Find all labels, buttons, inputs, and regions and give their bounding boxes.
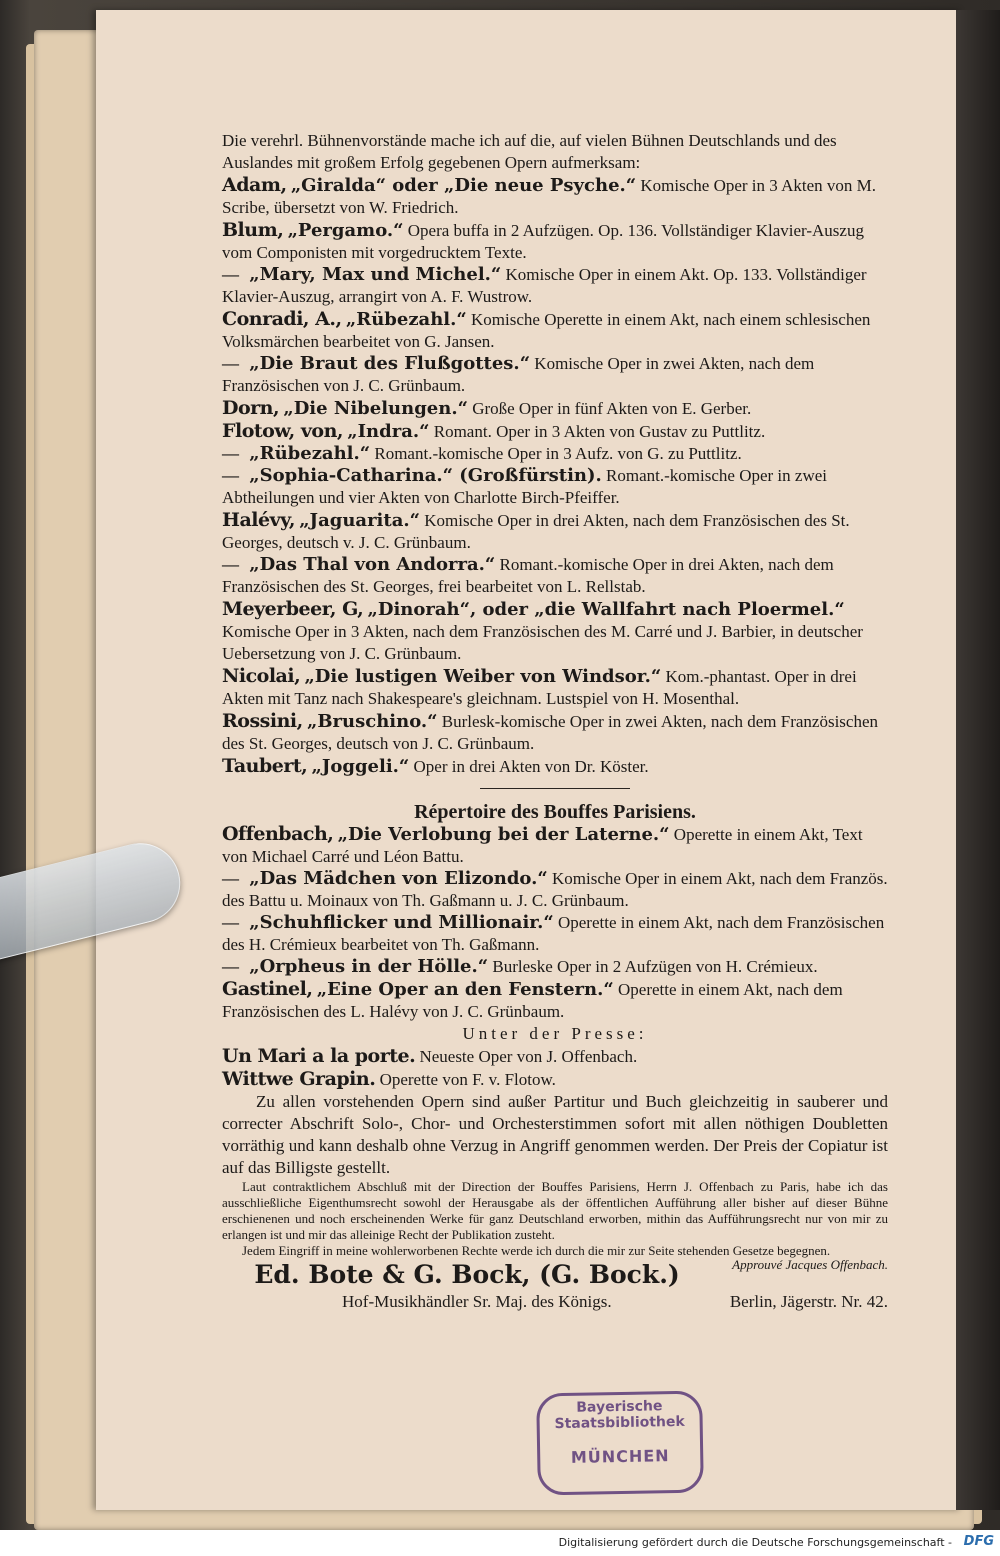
entry-title: „Die lustigen Weiber von Windsor.“ bbox=[304, 666, 662, 687]
entry-title: „Jaguarita.“ bbox=[299, 510, 420, 531]
court-title: Hof-Musikhändler Sr. Maj. des Königs. bbox=[342, 1292, 612, 1311]
list-item bbox=[222, 912, 888, 956]
entry-title: „Bruschino.“ bbox=[306, 711, 438, 732]
publisher-name: Ed. Bote & G. Bock, (G. Bock.) bbox=[254, 1260, 680, 1289]
entry-author: Conradi, A., bbox=[222, 308, 342, 330]
list-item bbox=[222, 1045, 888, 1068]
opera-list bbox=[222, 174, 888, 778]
rights-notice: Laut contraktlichem Abschluß mit der Direction der Bouffes Parisiens, Herrn J. Offenbach zu Paris, habe ich das ausschließliche Eigenthumsrecht sowohl der Herausgabe als der öffentlichen Aufführung aller bisher auf dieser Bühne erschienenen und noch erscheinenden Werke für ganz Deutschland erworben, mithin das Aufführungsrecht nur von mir zu erlangen ist und mir das alleinige Recht der Publikation zusteht. bbox=[222, 1179, 888, 1242]
copy-paragraph: Zu allen vorstehenden Opern sind außer Partitur und Buch gleichzeitig in sauberer und correcter Abschrift Solo-, Chor- und Orchesterstimmen sofort mit allen nöthigen Doubletten vorräthig und kann deshalb ohne Verzug in Angriff genommen werden. Der Preis der Copiatur ist auf das Billigste gestellt. bbox=[222, 1092, 888, 1177]
stamp-line-1: Bayerische bbox=[576, 1398, 663, 1416]
entry-author: Wittwe Grapin. bbox=[222, 1068, 376, 1090]
book-spine bbox=[956, 10, 1000, 1510]
intro-text: Die verehrl. Bühnenvorstände mache ich auf die, auf vielen Bühnen Deutschlands und des Auslandes mit großem Erfolg gegebenen Opern aufmerksam: bbox=[222, 131, 837, 172]
list-item bbox=[222, 710, 888, 755]
footer-credit: Digitalisierung gefördert durch die Deutsche Forschungsgemeinschaft - bbox=[558, 1536, 952, 1549]
bouffes-list bbox=[222, 823, 888, 1023]
entry-description: Komische Oper in drei Akten, nach dem Französischen des St. Georges, deutsch v. J. C. Grünbaum. bbox=[222, 511, 850, 552]
street-address: Berlin, Jägerstr. Nr. 42. bbox=[729, 1292, 888, 1311]
footer bbox=[0, 1530, 1000, 1556]
entry-author: Offenbach, bbox=[222, 823, 334, 845]
entry-description: Komische Oper in einem Akt. Op. 133. Vollständiger Klavier-Auszug, arrangirt von A. F. Wustrow. bbox=[222, 265, 867, 306]
entry-title: „Schuhflicker und Millionair.“ bbox=[249, 912, 554, 933]
entry-title: „Dinorah“, oder „die Wallfahrt nach Ploermel.“ bbox=[367, 599, 845, 620]
entry-title: „Pergamo.“ bbox=[287, 220, 404, 241]
entry-description: Kom.-phantast. Oper in drei Akten mit Tanz nach Shakespeare's gleichnam. Lustspiel von H. Mosenthal. bbox=[222, 667, 857, 708]
list-item bbox=[222, 868, 888, 912]
entry-author: Nicolai, bbox=[222, 665, 301, 687]
entry-title: „Orpheus in der Hölle.“ bbox=[249, 956, 489, 977]
entry-description: Komische Oper in 3 Akten von M. Scribe, übersetzt von W. Friedrich. bbox=[222, 176, 876, 217]
entry-author: Halévy, bbox=[222, 509, 295, 531]
entry-author: Adam, bbox=[222, 174, 287, 196]
list-item bbox=[222, 554, 888, 598]
entry-description: Große Oper in fünf Akten von E. Gerber. bbox=[472, 399, 752, 418]
entry-title: „Das Mädchen von Elizondo.“ bbox=[249, 868, 548, 889]
entry-description: Operette in einem Akt, nach dem Französischen des H. Crémieux bearbeitet von Th. Gaßmann. bbox=[222, 913, 885, 954]
list-item bbox=[222, 219, 888, 264]
entry-author: Rossini, bbox=[222, 710, 303, 732]
entry-title: „Joggeli.“ bbox=[311, 756, 410, 777]
entry-description: Komische Oper in 3 Akten, nach dem Französischen des M. Carré und J. Barbier, in deutscher Uebersetzung von J. C. Grünbaum. bbox=[222, 622, 863, 663]
stamp-line-2: Staatsbibliothek bbox=[554, 1413, 685, 1433]
list-item bbox=[222, 956, 888, 978]
entry-author: — bbox=[222, 957, 239, 976]
entry-description: Burleske Oper in 2 Aufzügen von H. Crémieux. bbox=[492, 957, 818, 976]
entry-description: Komische Oper in einem Akt, nach dem Französ. des Battu u. Moinaux von Th. Gaßmann u. J. C. Grünbaum. bbox=[222, 869, 888, 910]
list-item bbox=[222, 353, 888, 397]
entry-title: „Die Braut des Flußgottes.“ bbox=[249, 353, 531, 374]
entry-author: Blum, bbox=[222, 219, 284, 241]
infringement-text: Jedem Eingriff in meine wohlerworbenen Rechte werde ich durch die mir zur Seite stehenden Gesetze begegnen. bbox=[242, 1243, 831, 1258]
entry-author: Flotow, von, bbox=[222, 420, 344, 442]
list-item bbox=[222, 978, 888, 1023]
entry-description: Oper in drei Akten von Dr. Köster. bbox=[413, 757, 649, 776]
infringement-notice bbox=[222, 1243, 888, 1272]
list-item bbox=[222, 665, 888, 710]
entry-author: — bbox=[222, 466, 239, 485]
entry-title: „Sophia-Catharina.“ (Großfürstin). bbox=[249, 465, 602, 486]
entry-description: Komische Oper in zwei Akten, nach dem Französischen von J. C. Grünbaum. bbox=[222, 354, 815, 395]
list-item bbox=[222, 1068, 888, 1091]
page-text bbox=[222, 130, 888, 1313]
entry-description: Romant.-komische Oper in zwei Abtheilungen und vier Akten von Charlotte Birch-Pfeiffer. bbox=[222, 466, 827, 507]
entry-author: — bbox=[222, 444, 239, 463]
list-item bbox=[222, 823, 888, 868]
entry-description: Operette in einem Akt, Text von Michael Carré und Léon Battu. bbox=[222, 825, 863, 866]
entry-title: „Eine Oper an den Fenstern.“ bbox=[316, 979, 614, 1000]
entry-description: Komische Operette in einem Akt, nach einem schlesischen Volksmärchen bearbeitet von G. Jansen. bbox=[222, 310, 871, 351]
entry-author: — bbox=[222, 265, 239, 284]
entry-author: Un Mari a la porte. bbox=[222, 1045, 416, 1067]
entry-description: Operette in einem Akt, nach dem Französischen des L. Halévy von J. C. Grünbaum. bbox=[222, 980, 843, 1021]
list-item bbox=[222, 308, 888, 353]
entry-description: Burlesk-komische Oper in zwei Akten, nach dem Französischen des St. Georges, deutsch von J. C. Grünbaum. bbox=[222, 712, 879, 753]
section-title: Répertoire des Bouffes Parisiens. bbox=[414, 801, 696, 823]
entry-title: „Rübezahl.“ bbox=[249, 443, 371, 464]
entry-description: Operette von F. v. Flotow. bbox=[379, 1070, 556, 1089]
entry-author: — bbox=[222, 555, 239, 574]
list-item bbox=[222, 755, 888, 778]
entry-author: Dorn, bbox=[222, 397, 280, 419]
entry-title: „Indra.“ bbox=[347, 421, 430, 442]
entry-title: „Das Thal von Andorra.“ bbox=[249, 554, 496, 575]
entry-author: — bbox=[222, 913, 239, 932]
entry-title: „Mary, Max und Michel.“ bbox=[249, 264, 502, 285]
entry-author: Gastinel, bbox=[222, 978, 313, 1000]
entry-title: „Rübezahl.“ bbox=[345, 309, 467, 330]
entry-description: Romant. Oper in 3 Akten von Gustav zu Puttlitz. bbox=[433, 422, 766, 441]
list-item bbox=[222, 465, 888, 509]
entry-description: Neueste Oper von J. Offenbach. bbox=[419, 1047, 638, 1066]
press-list bbox=[222, 1045, 888, 1091]
press-heading: Unter der Presse: bbox=[462, 1024, 648, 1043]
dfg-logo: DFG bbox=[963, 1534, 994, 1549]
entry-title: „Die Verlobung bei der Laterne.“ bbox=[337, 824, 670, 845]
list-item bbox=[222, 264, 888, 308]
list-item bbox=[222, 174, 888, 219]
entry-title: „Giralda“ oder „Die neue Psyche.“ bbox=[290, 175, 637, 196]
entry-author: Meyerbeer, G, bbox=[222, 598, 364, 620]
list-item bbox=[222, 443, 888, 465]
entry-description: Romant.-komische Oper in 3 Aufz. von G. zu Puttlitz. bbox=[374, 444, 742, 463]
list-item bbox=[222, 397, 888, 420]
list-item bbox=[222, 598, 888, 665]
divider bbox=[480, 788, 630, 789]
entry-description: Opera buffa in 2 Aufzügen. Op. 136. Vollständiger Klavier-Auszug vom Componisten mit vorgedrucktem Texte. bbox=[222, 221, 864, 262]
approval: Approuvé Jacques Offenbach. bbox=[732, 1257, 888, 1272]
stamp-line-3: MÜNCHEN bbox=[570, 1446, 670, 1467]
library-stamp bbox=[536, 1391, 704, 1496]
list-item bbox=[222, 509, 888, 554]
entry-description: Romant.-komische Oper in drei Akten, nach dem Französischen des St. Georges, frei bearbeitet von L. Rellstab. bbox=[222, 555, 834, 596]
entry-author: — bbox=[222, 869, 239, 888]
entry-title: „Die Nibelungen.“ bbox=[283, 398, 468, 419]
entry-author: — bbox=[222, 354, 239, 373]
list-item bbox=[222, 420, 888, 443]
publisher-address bbox=[222, 1291, 888, 1313]
entry-author: Taubert, bbox=[222, 755, 308, 777]
